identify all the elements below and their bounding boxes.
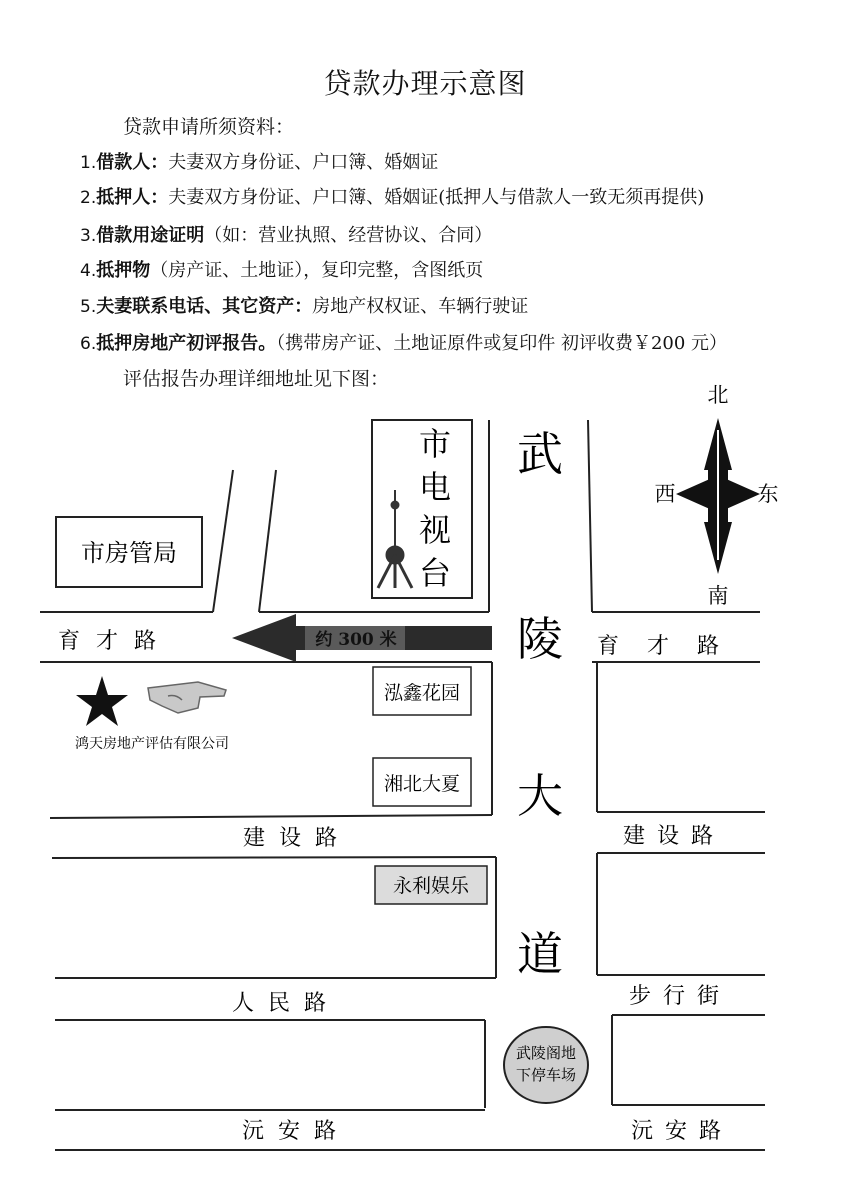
tv-station-char: 视	[418, 511, 452, 549]
xiangbei-building-label: 湘北大夏	[383, 773, 461, 795]
parking-lot-label-line1: 武陵阁地	[515, 1044, 577, 1062]
requirement-item	[80, 329, 727, 355]
compass-arrow-icon	[676, 418, 760, 574]
requirement-label: 夫妻联系电话、其它资产：	[96, 296, 313, 317]
requirement-number: 1.	[80, 153, 97, 173]
address-note: 评估报告办理详细地址见下图：	[123, 368, 390, 390]
requirement-item	[80, 256, 483, 282]
road-label-renmin: 人民路	[231, 991, 341, 1016]
avenue-char: 大	[517, 769, 563, 823]
requirement-item	[80, 221, 492, 247]
avenue-char: 武	[517, 427, 563, 481]
road-label-yuanan-west: 沅安路	[241, 1119, 351, 1144]
hongxin-garden-label: 泓鑫花园	[383, 682, 461, 704]
pointing-hand-icon	[148, 682, 226, 713]
avenue-char: 陵	[517, 612, 563, 666]
requirement-item	[80, 148, 438, 174]
requirement-number: 6.	[80, 334, 97, 354]
requirements-heading: 贷款申请所须资料：	[123, 116, 295, 138]
road-label-yucai-east: 育才路	[596, 634, 748, 659]
road-label-yucai-west: 育才路	[57, 629, 173, 654]
requirement-label: 借款用途证明	[96, 225, 205, 246]
requirement-detail: （如：营业执照、经营协议、合同）	[204, 225, 493, 246]
requirement-number: 3.	[80, 226, 97, 246]
requirement-item	[80, 292, 528, 318]
compass-south-label: 南	[707, 584, 729, 608]
destination-label: 鸿天房地产评估有限公司	[75, 736, 229, 752]
location-map	[0, 383, 850, 1180]
requirement-number: 2.	[80, 188, 97, 208]
parking-lot-label-line2: 下停车场	[515, 1066, 577, 1084]
compass-north-label: 北	[707, 383, 729, 407]
compass-east-label: 东	[757, 482, 779, 506]
page-title: 贷款办理示意图	[323, 67, 527, 100]
requirement-detail: 房地产权权证、车辆行驶证	[312, 296, 529, 317]
road-label-yuanan-east: 沅安路	[630, 1119, 734, 1144]
requirement-detail: 夫妻双方身份证、户口簿、婚姻证(抵押人与借款人一致无须再提供)	[168, 187, 705, 208]
compass-west-label: 西	[654, 482, 676, 506]
tv-station-char: 电	[418, 468, 452, 506]
requirement-detail: （携带房产证、土地证原件或复印件 初评收费￥200 元）	[276, 333, 728, 354]
requirement-label: 借款人：	[96, 152, 169, 173]
requirement-detail: （房产证、土地证），复印完整，含图纸页	[150, 260, 484, 281]
requirement-number: 4.	[80, 261, 97, 281]
parking-lot-marker	[504, 1027, 588, 1103]
road-label-jianshe-west: 建设路	[242, 826, 352, 851]
tv-station-char: 市	[418, 425, 452, 463]
requirement-label: 抵押房地产初评报告。	[96, 333, 277, 354]
requirement-label: 抵押物	[96, 260, 151, 281]
star-icon	[76, 676, 128, 726]
road-label-buxing: 步行街	[628, 984, 732, 1009]
tv-station-char: 台	[418, 554, 452, 592]
avenue-char: 道	[517, 927, 563, 981]
requirement-detail: 夫妻双方身份证、户口簿、婚姻证	[168, 152, 439, 173]
housing-bureau-label: 市房管局	[81, 539, 177, 567]
distance-label: 约 300 米	[315, 630, 397, 650]
yongli-entertainment-label: 永利娱乐	[392, 875, 470, 897]
requirement-number: 5.	[80, 297, 97, 317]
requirement-label: 抵押人：	[96, 187, 169, 208]
road-label-jianshe-east: 建设路	[622, 824, 726, 849]
requirement-item	[80, 183, 704, 209]
